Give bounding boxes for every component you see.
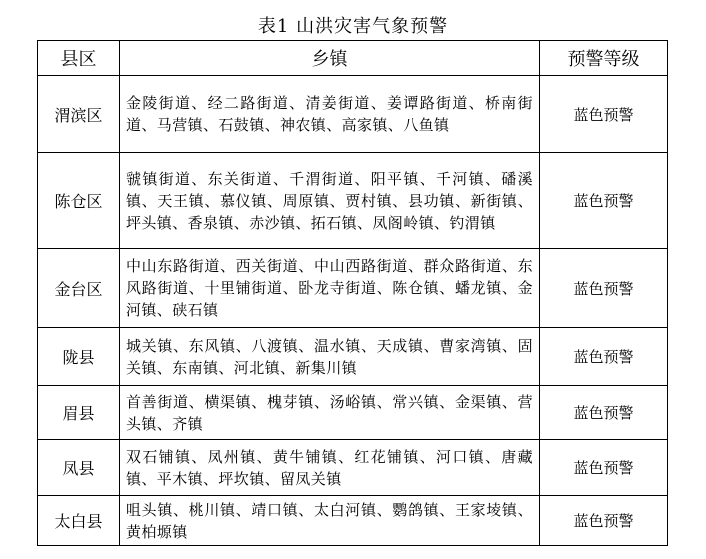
- warning-table: [37, 40, 668, 546]
- level-cell: 蓝色预警: [540, 249, 668, 328]
- level-cell: 蓝色预警: [540, 76, 668, 153]
- county-cell: 金台区: [38, 249, 120, 328]
- table-row: [38, 386, 668, 440]
- level-cell: 蓝色预警: [540, 440, 668, 496]
- table-row: [38, 440, 668, 496]
- towns-cell: 城关镇、东风镇、八渡镇、温水镇、天成镇、曹家湾镇、固关镇、东南镇、河北镇、新集川镇: [120, 328, 540, 386]
- county-cell: 眉县: [38, 386, 120, 440]
- header-row: [38, 41, 668, 76]
- county-cell: 凤县: [38, 440, 120, 496]
- towns-cell: 中山东路街道、西关街道、中山西路街道、群众路街道、东风路街道、十里铺街道、卧龙寺街道、陈仓镇、蟠龙镇、金河镇、硖石镇: [120, 249, 540, 328]
- county-cell: 渭滨区: [38, 76, 120, 153]
- table-row: [38, 496, 668, 546]
- level-cell: 蓝色预警: [540, 153, 668, 249]
- county-cell: 太白县: [38, 496, 120, 546]
- header-towns: 乡镇: [120, 41, 540, 76]
- table-title: 表1 山洪灾害气象预警: [257, 16, 449, 37]
- towns-cell: 首善街道、横渠镇、槐芽镇、汤峪镇、常兴镇、金渠镇、营头镇、齐镇: [120, 386, 540, 440]
- county-cell: 陇县: [38, 328, 120, 386]
- table-row: [38, 328, 668, 386]
- towns-cell: 双石铺镇、凤州镇、黄牛铺镇、红花铺镇、河口镇、唐藏镇、平木镇、坪坎镇、留凤关镇: [120, 440, 540, 496]
- table-row: [38, 76, 668, 153]
- county-cell: 陈仓区: [38, 153, 120, 249]
- towns-cell: 咀头镇、桃川镇、靖口镇、太白河镇、鹦鸽镇、王家堎镇、黄柏塬镇: [120, 496, 540, 546]
- towns-cell: 金陵街道、经二路街道、清姜街道、姜谭路街道、桥南街道、马营镇、石鼓镇、神农镇、高家镇、八鱼镇: [120, 76, 540, 153]
- table-row: [38, 153, 668, 249]
- towns-cell: 虢镇街道、东关街道、千渭街道、阳平镇、千河镇、磻溪镇、天王镇、慕仪镇、周原镇、贾村镇、县功镇、新街镇、坪头镇、香泉镇、赤沙镇、拓石镇、凤阁岭镇、钓渭镇: [120, 153, 540, 249]
- level-cell: 蓝色预警: [540, 386, 668, 440]
- level-cell: 蓝色预警: [540, 496, 668, 546]
- header-county: 县区: [38, 41, 120, 76]
- level-cell: 蓝色预警: [540, 328, 668, 386]
- table-row: [38, 249, 668, 328]
- header-level: 预警等级: [540, 41, 668, 76]
